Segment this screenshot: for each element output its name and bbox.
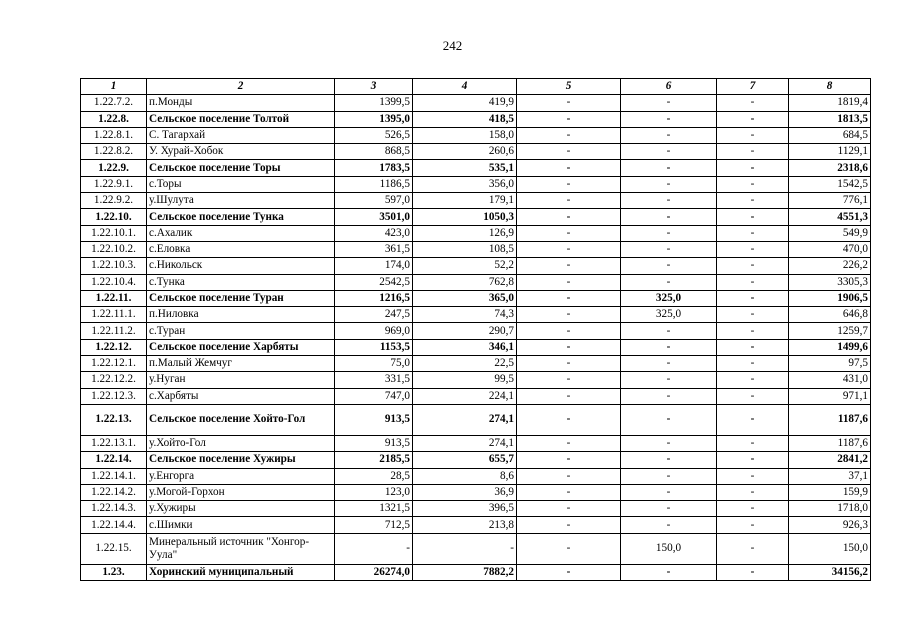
cell-col8: 926,3 [789, 517, 871, 533]
cell-col7: - [717, 339, 789, 355]
cell-col4: 36,9 [413, 484, 517, 500]
cell-col7: - [717, 307, 789, 323]
row-code: 1.22.13. [81, 404, 147, 435]
cell-col7: - [717, 356, 789, 372]
cell-col6: 150,0 [621, 533, 717, 564]
cell-col6: - [621, 356, 717, 372]
row-code: 1.22.10.2. [81, 241, 147, 257]
cell-col7: - [717, 209, 789, 225]
row-code: 1.22.14.2. [81, 484, 147, 500]
cell-col4: 108,5 [413, 241, 517, 257]
cell-col5: - [517, 193, 621, 209]
cell-col7: - [717, 452, 789, 468]
cell-col8: 4551,3 [789, 209, 871, 225]
cell-col7: - [717, 533, 789, 564]
cell-col5: - [517, 356, 621, 372]
cell-col4: 535,1 [413, 160, 517, 176]
cell-col3: 1395,0 [335, 111, 413, 127]
cell-col8: 549,9 [789, 225, 871, 241]
row-code: 1.22.11. [81, 290, 147, 306]
row-name: Сельское поселение Торы [147, 160, 335, 176]
cell-col8: 1499,6 [789, 339, 871, 355]
cell-col5: - [517, 564, 621, 580]
cell-col4: - [413, 533, 517, 564]
row-name: у.Хужиры [147, 501, 335, 517]
column-header: 6 [621, 79, 717, 95]
cell-col6: - [621, 501, 717, 517]
cell-col8: 1187,6 [789, 435, 871, 451]
row-name: Минеральный источник "Хонгор-Уула" [147, 533, 335, 564]
column-header: 2 [147, 79, 335, 95]
row-name: у.Хойто-Гол [147, 435, 335, 451]
row-code: 1.22.13.1. [81, 435, 147, 451]
page-number: 242 [442, 38, 463, 53]
cell-col4: 52,2 [413, 258, 517, 274]
row-code: 1.22.8. [81, 111, 147, 127]
cell-col7: - [717, 435, 789, 451]
cell-col5: - [517, 468, 621, 484]
cell-col5: - [517, 452, 621, 468]
cell-col7: - [717, 501, 789, 517]
row-name: Сельское поселение Хужиры [147, 452, 335, 468]
cell-col4: 1050,3 [413, 209, 517, 225]
cell-col5: - [517, 111, 621, 127]
cell-col4: 365,0 [413, 290, 517, 306]
row-code: 1.22.12.2. [81, 372, 147, 388]
cell-col4: 418,5 [413, 111, 517, 127]
cell-col7: - [717, 274, 789, 290]
cell-col6: - [621, 144, 717, 160]
cell-col5: - [517, 435, 621, 451]
cell-col3: 1321,5 [335, 501, 413, 517]
cell-col6: - [621, 258, 717, 274]
cell-col5: - [517, 95, 621, 111]
row-name: у.Нуган [147, 372, 335, 388]
cell-col5: - [517, 484, 621, 500]
cell-col4: 290,7 [413, 323, 517, 339]
cell-col5: - [517, 323, 621, 339]
cell-col3: 174,0 [335, 258, 413, 274]
cell-col3: 2185,5 [335, 452, 413, 468]
cell-col4: 22,5 [413, 356, 517, 372]
cell-col6: - [621, 160, 717, 176]
cell-col7: - [717, 241, 789, 257]
cell-col5: - [517, 307, 621, 323]
cell-col8: 97,5 [789, 356, 871, 372]
cell-col4: 356,0 [413, 176, 517, 192]
cell-col6: 325,0 [621, 290, 717, 306]
cell-col3: 331,5 [335, 372, 413, 388]
row-name: п.Малый Жемчуг [147, 356, 335, 372]
table-row [81, 388, 871, 404]
cell-col8: 1259,7 [789, 323, 871, 339]
table-row [81, 501, 871, 517]
table-row [81, 127, 871, 143]
cell-col5: - [517, 339, 621, 355]
cell-col7: - [717, 388, 789, 404]
table-row [81, 372, 871, 388]
table-row [81, 307, 871, 323]
cell-col4: 158,0 [413, 127, 517, 143]
cell-col5: - [517, 517, 621, 533]
cell-col3: 913,5 [335, 404, 413, 435]
cell-col8: 1187,6 [789, 404, 871, 435]
cell-col3: 75,0 [335, 356, 413, 372]
table-row [81, 241, 871, 257]
cell-col3: - [335, 533, 413, 564]
cell-col8: 226,2 [789, 258, 871, 274]
row-name: Хоринский муниципальный [147, 564, 335, 580]
cell-col6: - [621, 372, 717, 388]
cell-col5: - [517, 258, 621, 274]
row-code: 1.22.14.4. [81, 517, 147, 533]
cell-col7: - [717, 484, 789, 500]
cell-col8: 37,1 [789, 468, 871, 484]
row-name: с.Никольск [147, 258, 335, 274]
cell-col5: - [517, 372, 621, 388]
cell-col7: - [717, 160, 789, 176]
cell-col5: - [517, 388, 621, 404]
table-row [81, 517, 871, 533]
table-row [81, 452, 871, 468]
cell-col7: - [717, 517, 789, 533]
row-name: Сельское поселение Тунка [147, 209, 335, 225]
cell-col6: - [621, 95, 717, 111]
table-row [81, 564, 871, 580]
table-row [81, 323, 871, 339]
cell-col7: - [717, 372, 789, 388]
cell-col4: 224,1 [413, 388, 517, 404]
cell-col4: 396,5 [413, 501, 517, 517]
row-name: с.Ахалик [147, 225, 335, 241]
row-code: 1.22.9.1. [81, 176, 147, 192]
cell-col6: - [621, 127, 717, 143]
cell-col8: 1906,5 [789, 290, 871, 306]
table-row [81, 225, 871, 241]
cell-col6: - [621, 435, 717, 451]
row-code: 1.22.7.2. [81, 95, 147, 111]
cell-col3: 868,5 [335, 144, 413, 160]
cell-col3: 747,0 [335, 388, 413, 404]
table-row [81, 484, 871, 500]
table-row [81, 339, 871, 355]
row-code: 1.22.10.4. [81, 274, 147, 290]
column-header: 1 [81, 79, 147, 95]
table-row [81, 258, 871, 274]
cell-col4: 419,9 [413, 95, 517, 111]
row-name: п.Ниловка [147, 307, 335, 323]
cell-col7: - [717, 564, 789, 580]
cell-col8: 684,5 [789, 127, 871, 143]
cell-col7: - [717, 225, 789, 241]
table-row [81, 111, 871, 127]
row-code: 1.22.11.2. [81, 323, 147, 339]
cell-col8: 1542,5 [789, 176, 871, 192]
table-row [81, 160, 871, 176]
cell-col6: - [621, 517, 717, 533]
table-row [81, 176, 871, 192]
cell-col8: 2318,6 [789, 160, 871, 176]
cell-col4: 8,6 [413, 468, 517, 484]
cell-col5: - [517, 160, 621, 176]
cell-col4: 179,1 [413, 193, 517, 209]
row-code: 1.22.14. [81, 452, 147, 468]
cell-col6: - [621, 323, 717, 339]
cell-col3: 1399,5 [335, 95, 413, 111]
cell-col6: - [621, 111, 717, 127]
cell-col6: - [621, 225, 717, 241]
cell-col4: 7882,2 [413, 564, 517, 580]
cell-col8: 159,9 [789, 484, 871, 500]
cell-col7: - [717, 323, 789, 339]
table-row [81, 468, 871, 484]
cell-col6: - [621, 274, 717, 290]
row-code: 1.23. [81, 564, 147, 580]
table-row [81, 193, 871, 209]
row-code: 1.22.8.1. [81, 127, 147, 143]
cell-col3: 597,0 [335, 193, 413, 209]
cell-col3: 28,5 [335, 468, 413, 484]
cell-col4: 274,1 [413, 435, 517, 451]
cell-col5: - [517, 176, 621, 192]
cell-col5: - [517, 225, 621, 241]
table-row [81, 533, 871, 564]
row-code: 1.22.8.2. [81, 144, 147, 160]
cell-col6: - [621, 452, 717, 468]
cell-col3: 247,5 [335, 307, 413, 323]
column-header: 7 [717, 79, 789, 95]
table-row [81, 209, 871, 225]
row-name: у.Шулута [147, 193, 335, 209]
cell-col3: 712,5 [335, 517, 413, 533]
row-name: с.Еловка [147, 241, 335, 257]
row-name: Сельское поселение Хойто-Гол [147, 404, 335, 435]
cell-col6: - [621, 193, 717, 209]
table-row [81, 95, 871, 111]
row-name: с.Шимки [147, 517, 335, 533]
row-code: 1.22.12.1. [81, 356, 147, 372]
column-header: 8 [789, 79, 871, 95]
row-name: у.Енгорга [147, 468, 335, 484]
cell-col7: - [717, 258, 789, 274]
cell-col5: - [517, 501, 621, 517]
cell-col8: 34156,2 [789, 564, 871, 580]
row-name: У. Хурай-Хобок [147, 144, 335, 160]
row-code: 1.22.14.1. [81, 468, 147, 484]
cell-col5: - [517, 144, 621, 160]
cell-col5: - [517, 404, 621, 435]
table-row [81, 435, 871, 451]
cell-col4: 213,8 [413, 517, 517, 533]
column-header: 4 [413, 79, 517, 95]
cell-col7: - [717, 95, 789, 111]
cell-col7: - [717, 290, 789, 306]
cell-col6: - [621, 339, 717, 355]
cell-col3: 361,5 [335, 241, 413, 257]
cell-col5: - [517, 127, 621, 143]
cell-col8: 3305,3 [789, 274, 871, 290]
cell-col3: 913,5 [335, 435, 413, 451]
cell-col8: 646,8 [789, 307, 871, 323]
row-code: 1.22.14.3. [81, 501, 147, 517]
row-code: 1.22.9. [81, 160, 147, 176]
table-row [81, 404, 871, 435]
cell-col4: 99,5 [413, 372, 517, 388]
row-code: 1.22.10. [81, 209, 147, 225]
row-name: п.Монды [147, 95, 335, 111]
cell-col8: 776,1 [789, 193, 871, 209]
row-name: у.Могой-Горхон [147, 484, 335, 500]
cell-col3: 2542,5 [335, 274, 413, 290]
table-row [81, 274, 871, 290]
cell-col4: 655,7 [413, 452, 517, 468]
cell-col6: - [621, 209, 717, 225]
cell-col3: 969,0 [335, 323, 413, 339]
cell-col4: 260,6 [413, 144, 517, 160]
cell-col7: - [717, 127, 789, 143]
cell-col4: 274,1 [413, 404, 517, 435]
row-name: с.Харбяты [147, 388, 335, 404]
cell-col8: 1813,5 [789, 111, 871, 127]
cell-col6: - [621, 241, 717, 257]
cell-col7: - [717, 468, 789, 484]
table-body [81, 95, 871, 581]
row-name: Сельское поселение Толтой [147, 111, 335, 127]
cell-col7: - [717, 404, 789, 435]
cell-col3: 526,5 [335, 127, 413, 143]
cell-col7: - [717, 144, 789, 160]
cell-col8: 1129,1 [789, 144, 871, 160]
data-table [80, 78, 871, 581]
cell-col3: 1153,5 [335, 339, 413, 355]
cell-col6: 325,0 [621, 307, 717, 323]
cell-col8: 2841,2 [789, 452, 871, 468]
cell-col7: - [717, 111, 789, 127]
cell-col3: 423,0 [335, 225, 413, 241]
table-row [81, 290, 871, 306]
cell-col6: - [621, 176, 717, 192]
row-code: 1.22.10.3. [81, 258, 147, 274]
cell-col5: - [517, 241, 621, 257]
cell-col5: - [517, 533, 621, 564]
row-code: 1.22.9.2. [81, 193, 147, 209]
cell-col5: - [517, 274, 621, 290]
cell-col7: - [717, 193, 789, 209]
cell-col6: - [621, 468, 717, 484]
row-code: 1.22.11.1. [81, 307, 147, 323]
cell-col3: 26274,0 [335, 564, 413, 580]
cell-col7: - [717, 176, 789, 192]
cell-col8: 431,0 [789, 372, 871, 388]
cell-col3: 1216,5 [335, 290, 413, 306]
cell-col8: 150,0 [789, 533, 871, 564]
cell-col8: 1819,4 [789, 95, 871, 111]
cell-col8: 971,1 [789, 388, 871, 404]
row-name: Сельское поселение Туран [147, 290, 335, 306]
column-header: 5 [517, 79, 621, 95]
cell-col3: 3501,0 [335, 209, 413, 225]
cell-col4: 346,1 [413, 339, 517, 355]
cell-col6: - [621, 404, 717, 435]
header-row [81, 79, 871, 95]
row-name: Сельское поселение Харбяты [147, 339, 335, 355]
cell-col3: 1186,5 [335, 176, 413, 192]
row-code: 1.22.12. [81, 339, 147, 355]
table-row [81, 144, 871, 160]
cell-col4: 74,3 [413, 307, 517, 323]
cell-col8: 1718,0 [789, 501, 871, 517]
column-header: 3 [335, 79, 413, 95]
row-name: с.Тунка [147, 274, 335, 290]
row-name: с.Туран [147, 323, 335, 339]
row-code: 1.22.10.1. [81, 225, 147, 241]
row-name: с.Торы [147, 176, 335, 192]
table-row [81, 356, 871, 372]
cell-col6: - [621, 484, 717, 500]
cell-col5: - [517, 290, 621, 306]
row-name: С. Тагархай [147, 127, 335, 143]
cell-col3: 123,0 [335, 484, 413, 500]
cell-col4: 126,9 [413, 225, 517, 241]
row-code: 1.22.12.3. [81, 388, 147, 404]
row-code: 1.22.15. [81, 533, 147, 564]
cell-col6: - [621, 564, 717, 580]
cell-col5: - [517, 209, 621, 225]
cell-col8: 470,0 [789, 241, 871, 257]
cell-col3: 1783,5 [335, 160, 413, 176]
cell-col6: - [621, 388, 717, 404]
cell-col4: 762,8 [413, 274, 517, 290]
